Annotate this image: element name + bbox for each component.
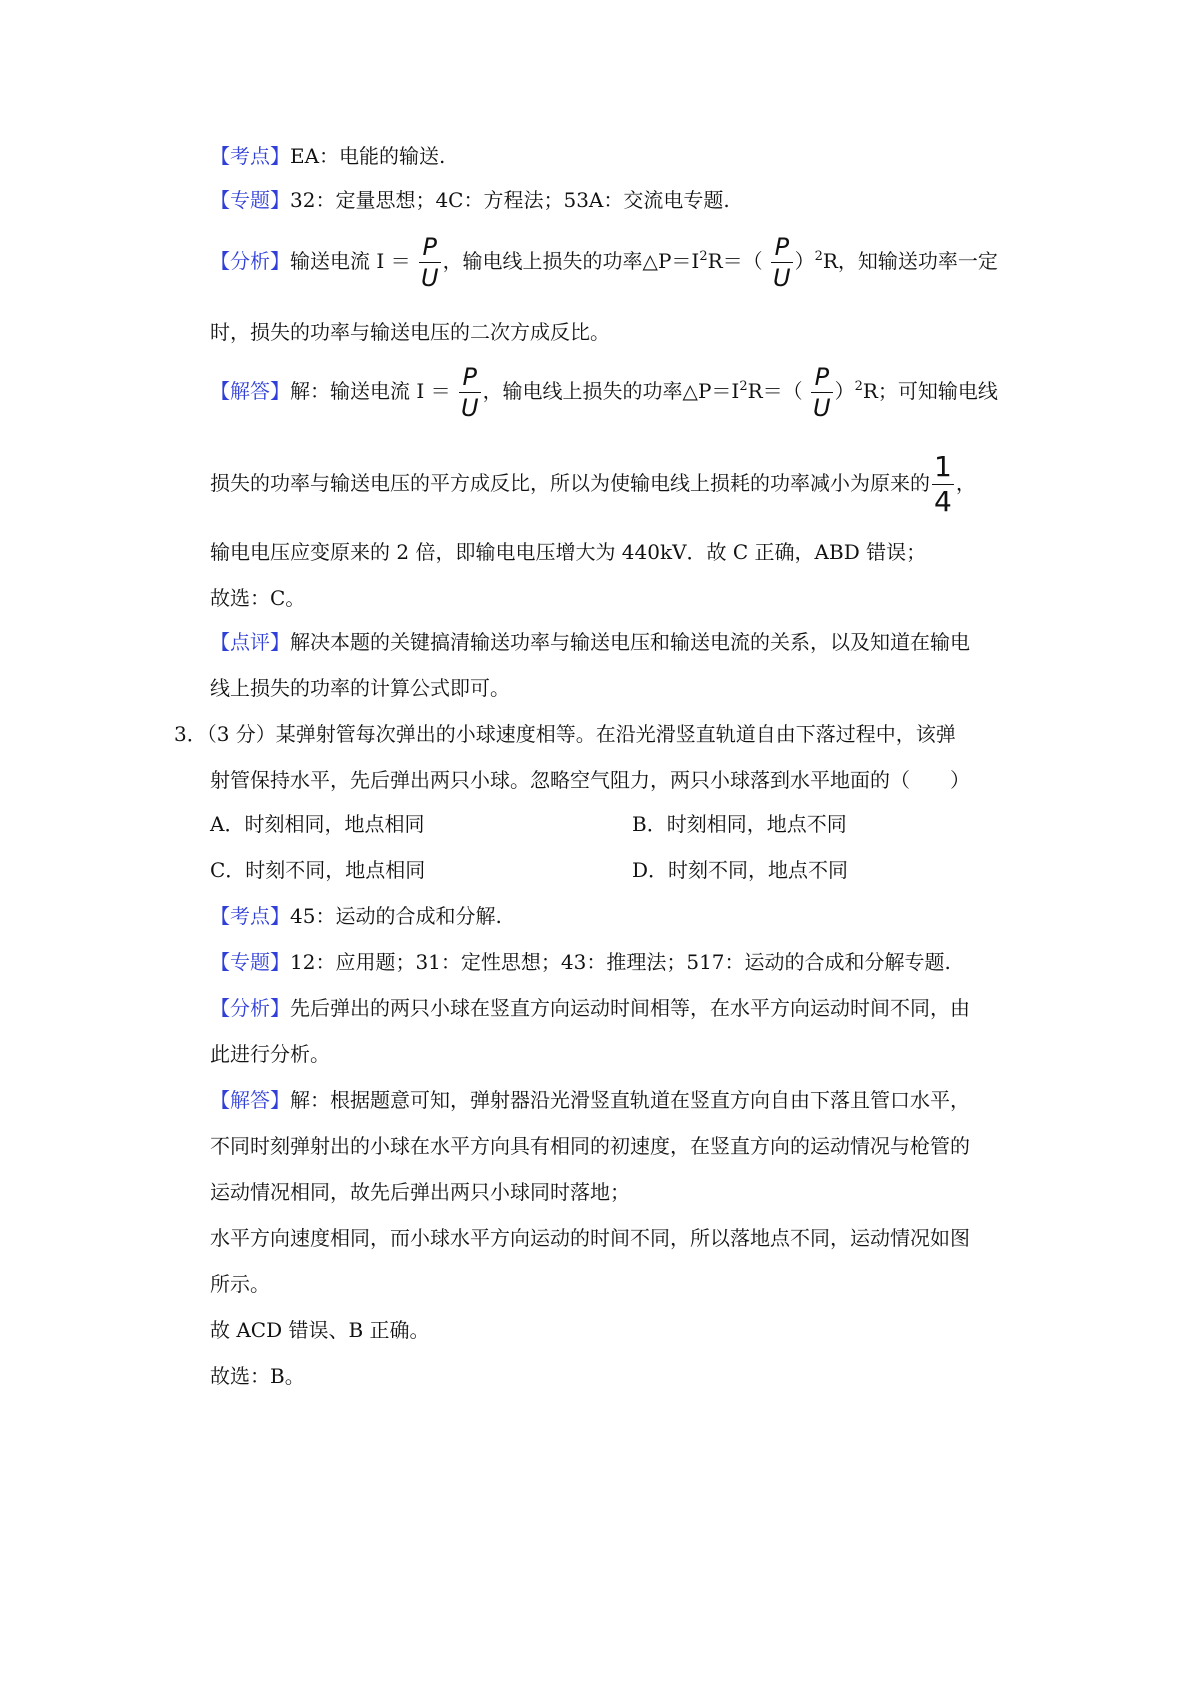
q2-fenxi-text-c: R＝（ <box>707 249 763 273</box>
fenxi-tag: 【分析】 <box>210 996 290 1020</box>
fraction-p-over-u <box>771 232 793 293</box>
zhuanti-tag: 【专题】 <box>210 950 290 974</box>
q3-jieda-line <box>210 1086 970 1114</box>
q2-jieda-text-a: 解：输送电流 I ＝ <box>290 379 451 403</box>
q3-zhuanti-line <box>210 948 951 976</box>
q3-jieda-line-6: 故 ACD 错误、B 正确。 <box>210 1318 430 1342</box>
q2-fenxi-line-2: 时，损失的功率与输送电压的二次方成反比。 <box>210 320 610 344</box>
superscript-2: 2 <box>854 379 863 394</box>
superscript-2: 2 <box>814 249 823 264</box>
jieda-tag: 【解答】 <box>210 1088 290 1112</box>
q3-jieda-line-3: 运动情况相同，故先后弹出两只小球同时落地； <box>210 1180 630 1204</box>
fraction-numerator: P <box>774 233 790 261</box>
q3-option-b: B．时刻相同，地点不同 <box>632 812 847 836</box>
q3-jieda-line-5: 所示。 <box>210 1272 270 1296</box>
q3-zhuanti-text: 12：应用题；31：定性思想；43：推理法；517：运动的合成和分解专题. <box>290 950 951 974</box>
q2-jieda-line-2 <box>210 450 976 519</box>
superscript-2: 2 <box>739 379 748 394</box>
q3-fenxi-line-2: 此进行分析。 <box>210 1042 330 1066</box>
q2-zhuanti-line <box>210 186 730 214</box>
q2-jieda-text-c: R＝（ <box>747 379 803 403</box>
q2-fenxi-line <box>210 232 998 293</box>
q2-zhuanti-text: 32：定量思想；4C：方程法；53A：交流电专题. <box>290 188 730 212</box>
q3-answer: 故选：B。 <box>210 1364 305 1388</box>
q2-jieda-line-3: 输电电压应变原来的 2 倍，即输电电压增大为 440kV．故 C 正确，ABD 错误； <box>210 540 927 564</box>
fraction-one-quarter <box>932 450 954 519</box>
zhuanti-tag: 【专题】 <box>210 188 290 212</box>
fraction-numerator: P <box>814 363 830 391</box>
fraction-denominator: 4 <box>934 485 952 518</box>
q2-fenxi-text-b: ，输电线上损失的功率△P＝I <box>442 249 700 273</box>
q2-dianping-line-2: 线上损失的功率的计算公式即可。 <box>210 676 510 700</box>
q2-jieda-text-d: ） <box>834 379 855 403</box>
q3-kaodian-line <box>210 902 502 930</box>
q2-kaodian-line <box>210 142 445 170</box>
q3-jieda-line-2: 不同时刻弹射出的小球在水平方向具有相同的初速度，在竖直方向的运动情况与枪管的 <box>210 1134 970 1158</box>
q2-kaodian-text: EA：电能的输送. <box>290 144 446 168</box>
q2-jieda-line <box>210 362 998 423</box>
fraction-denominator: U <box>773 264 791 292</box>
q2-fenxi-text-d: ） <box>794 249 815 273</box>
kaodian-tag: 【考点】 <box>210 904 290 928</box>
superscript-2: 2 <box>699 249 708 264</box>
q2-dianping-line <box>210 628 970 656</box>
q3-fenxi-line <box>210 994 970 1022</box>
jieda-tag: 【解答】 <box>210 379 290 403</box>
fraction-numerator: 1 <box>934 450 952 483</box>
q2-dianping-text-1: 解决本题的关键搞清输送功率与输送电压和输送电流的关系，以及知道在输电 <box>290 630 970 654</box>
fraction-denominator: U <box>460 394 479 422</box>
fraction-numerator: P <box>422 233 438 261</box>
fraction-p-over-u <box>811 362 833 423</box>
q3-stem-line-1: 3．（3 分）某弹射管每次弹出的小球速度相等。在沿光滑竖直轨道自由下落过程中，该弹 <box>174 722 956 746</box>
q2-jieda-text-2-end: ， <box>955 471 976 495</box>
q3-option-c: C．时刻不同，地点相同 <box>210 858 426 882</box>
q2-jieda-text-e: R；可知输电线 <box>862 379 998 403</box>
dianping-tag: 【点评】 <box>210 630 290 654</box>
q3-option-d: D．时刻不同，地点不同 <box>632 858 849 882</box>
kaodian-tag: 【考点】 <box>210 144 290 168</box>
q2-jieda-text-2: 损失的功率与输送电压的平方成反比，所以为使输电线上损耗的功率减小为原来的 <box>210 471 930 495</box>
fraction-numerator: P <box>462 363 478 391</box>
q3-jieda-line-4: 水平方向速度相同，而小球水平方向运动的时间不同，所以落地点不同，运动情况如图 <box>210 1226 970 1250</box>
q3-kaodian-text: 45：运动的合成和分解. <box>290 904 502 928</box>
q3-jieda-text-1: 解：根据题意可知，弹射器沿光滑竖直轨道在竖直方向自由下落且管口水平， <box>290 1088 970 1112</box>
fenxi-tag: 【分析】 <box>210 249 290 273</box>
q2-fenxi-text-e: R，知输送功率一定 <box>822 249 998 273</box>
q2-answer: 故选：C。 <box>210 586 306 610</box>
q2-fenxi-text-a: 输送电流 I ＝ <box>290 249 411 273</box>
fraction-denominator: U <box>813 394 831 422</box>
q3-stem-line-2: 射管保持水平，先后弹出两只小球。忽略空气阻力，两只小球落到水平地面的（ ） <box>210 768 970 792</box>
q2-jieda-text-b: ，输电线上损失的功率△P＝I <box>482 379 740 403</box>
fraction-p-over-u <box>459 362 481 423</box>
q3-fenxi-text-1: 先后弹出的两只小球在竖直方向运动时间相等，在水平方向运动时间不同，由 <box>290 996 970 1020</box>
q3-option-a: A．时刻相同，地点相同 <box>210 812 425 836</box>
fraction-p-over-u <box>419 232 441 293</box>
fraction-denominator: U <box>420 264 439 292</box>
